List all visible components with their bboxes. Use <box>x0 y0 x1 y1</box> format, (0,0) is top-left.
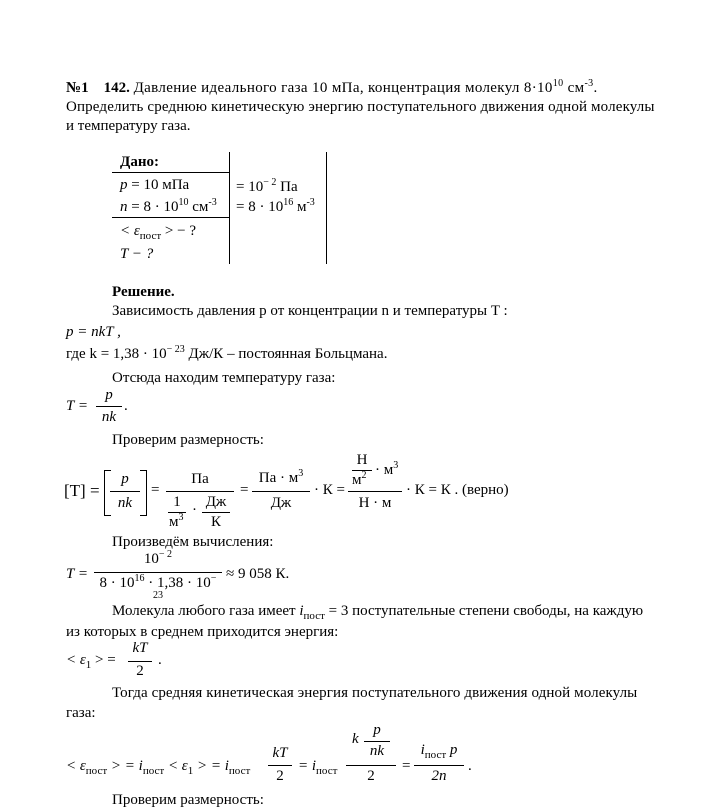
final-eq-i: = $i_{пост}$ <box>298 758 338 777</box>
solution-s3: где $k = 1,38 \cdot 10^{- 23}$ Дж/К – постоянная Больцмана. <box>66 344 388 362</box>
solution-s2: p = nkT , <box>66 324 121 340</box>
final-frac3-line <box>414 765 464 766</box>
formula-t-num: p <box>105 387 113 403</box>
given-p: p = 10 мПа <box>120 177 190 193</box>
final-nk: nk <box>369 743 385 759</box>
final-2b: 2 <box>367 768 375 784</box>
dim-eq2: = <box>240 482 249 498</box>
dim-nk: nk <box>117 495 133 511</box>
calc-den: $8 \cdot 10^{16} \cdot 1,38 \cdot 10^{- 23}$ <box>99 573 217 601</box>
given-n: $n = 8 \cdot 10^{10}$ $см^{-3}$ <box>120 197 217 215</box>
dim-eq1: = <box>151 482 160 498</box>
dim-m3: $м^3$ <box>169 512 184 530</box>
formula-t-line <box>96 406 122 407</box>
dim-dzh2: Дж <box>270 495 292 511</box>
solution-s10: Тогда средняя кинетическая энергия поступательного движения одной молекулы <box>112 685 638 701</box>
calc-line <box>94 572 222 573</box>
final-ip: $i_{пост}$ p <box>420 742 458 761</box>
formula-t-lhs: T = <box>66 398 88 414</box>
dim-nm: Н · м <box>358 495 392 511</box>
solution-s11: газа: <box>66 705 96 721</box>
dim-dot: · <box>192 502 197 518</box>
dim-frac2-line <box>166 491 234 492</box>
dim-k2: · К = <box>314 482 345 498</box>
dim-frac4-line <box>348 491 402 492</box>
final-2n: 2n <box>431 768 447 784</box>
calc-num: $10^{- 2}$ <box>143 549 173 567</box>
given-find-energy: < $\varepsilon_{пост}$ > − ? <box>120 223 196 242</box>
dim-n: Н <box>356 452 368 468</box>
solution-s6: Проверим размерность: <box>112 432 264 448</box>
dim-pam3: Па · $м^3$ <box>258 468 304 486</box>
given-p-si: = $10^{- 2}$ Па <box>236 177 298 195</box>
solution-s12: Проверим размерность: <box>112 792 264 808</box>
formula-t-den: nk <box>101 409 117 425</box>
problem-number: №1 <box>66 80 89 96</box>
dim-frac1-line <box>110 491 140 492</box>
final-kt: kT <box>272 745 288 761</box>
dim-lhs: [T] = <box>64 481 100 500</box>
dim-frac3-line <box>252 491 310 492</box>
problem-text-1: Давление идеального газа 10 мПа, концентрация молекул $8\cdot 10^{10}$ $см^{-3}$. <box>133 78 598 96</box>
solution-title: Решение. <box>112 284 175 300</box>
dim-end: · К = К . (верно) <box>406 482 509 498</box>
final-end: . <box>468 758 472 774</box>
e1-den: 2 <box>136 663 144 679</box>
dim-pa: Па <box>191 471 209 487</box>
dim-p: p <box>121 471 129 487</box>
calc-lhs: T = <box>66 566 88 582</box>
dim-dzh: Дж <box>205 494 227 510</box>
dim-one: 1 <box>173 494 181 510</box>
e1-line <box>128 661 152 662</box>
e1-lhs: < $\varepsilon_1$ > = <box>66 652 116 671</box>
final-k: k <box>352 731 359 747</box>
given-hline-2 <box>112 217 230 218</box>
solution-s9: из которых в среднем приходится энергия: <box>66 624 339 640</box>
given-divider-right <box>326 152 327 264</box>
dim-sub2-line <box>202 512 230 513</box>
problem-line-3: и температуру газа. <box>66 118 191 134</box>
final-formula-lhs: < $\varepsilon_{пост}$ > = $i_{пост} < \varepsilon_1$ > = $i_{пост}$ <box>66 758 251 777</box>
given-divider-left <box>229 152 230 264</box>
solution-s1: Зависимость давления p от концентрации n и температуры T : <box>112 303 508 319</box>
solution-s4: Отсюда находим температуру газа: <box>112 370 336 386</box>
given-title: Дано: <box>120 154 159 170</box>
final-frac1-line <box>268 765 292 766</box>
dim-m2: $м^2$ <box>352 470 367 488</box>
final-frac2-line <box>346 765 396 766</box>
given-find-temp: T − ? <box>120 246 154 262</box>
calc-result: ≈ 9 058 К. <box>226 566 290 582</box>
formula-t-end: . <box>124 398 128 414</box>
final-p: p <box>373 722 381 738</box>
solution-s8: Молекула любого газа имеет $i_{пост} = 3$ поступательные степени свободы, на каждую <box>112 603 644 622</box>
problem-line-1 <box>66 80 598 97</box>
final-2a: 2 <box>276 768 284 784</box>
dim-k: К <box>210 514 221 530</box>
e1-end: . <box>158 652 162 668</box>
dim-bracket-right <box>140 470 147 516</box>
given-hline-1 <box>112 172 230 173</box>
solution-s7: Произведём вычисления: <box>112 534 274 550</box>
final-subfrac-line <box>364 741 390 742</box>
given-n-si: = $8 \cdot 10^{16}$ $м^{-3}$ <box>236 197 315 215</box>
e1-num: kT <box>132 640 148 656</box>
dim-m3b: · $м^3$ <box>375 460 399 478</box>
problem-line-2: Определить среднюю кинетическую энергию поступательного движения одной молекулы <box>66 99 655 115</box>
problem-id: 142. <box>103 80 130 96</box>
final-eq: = <box>402 758 411 774</box>
